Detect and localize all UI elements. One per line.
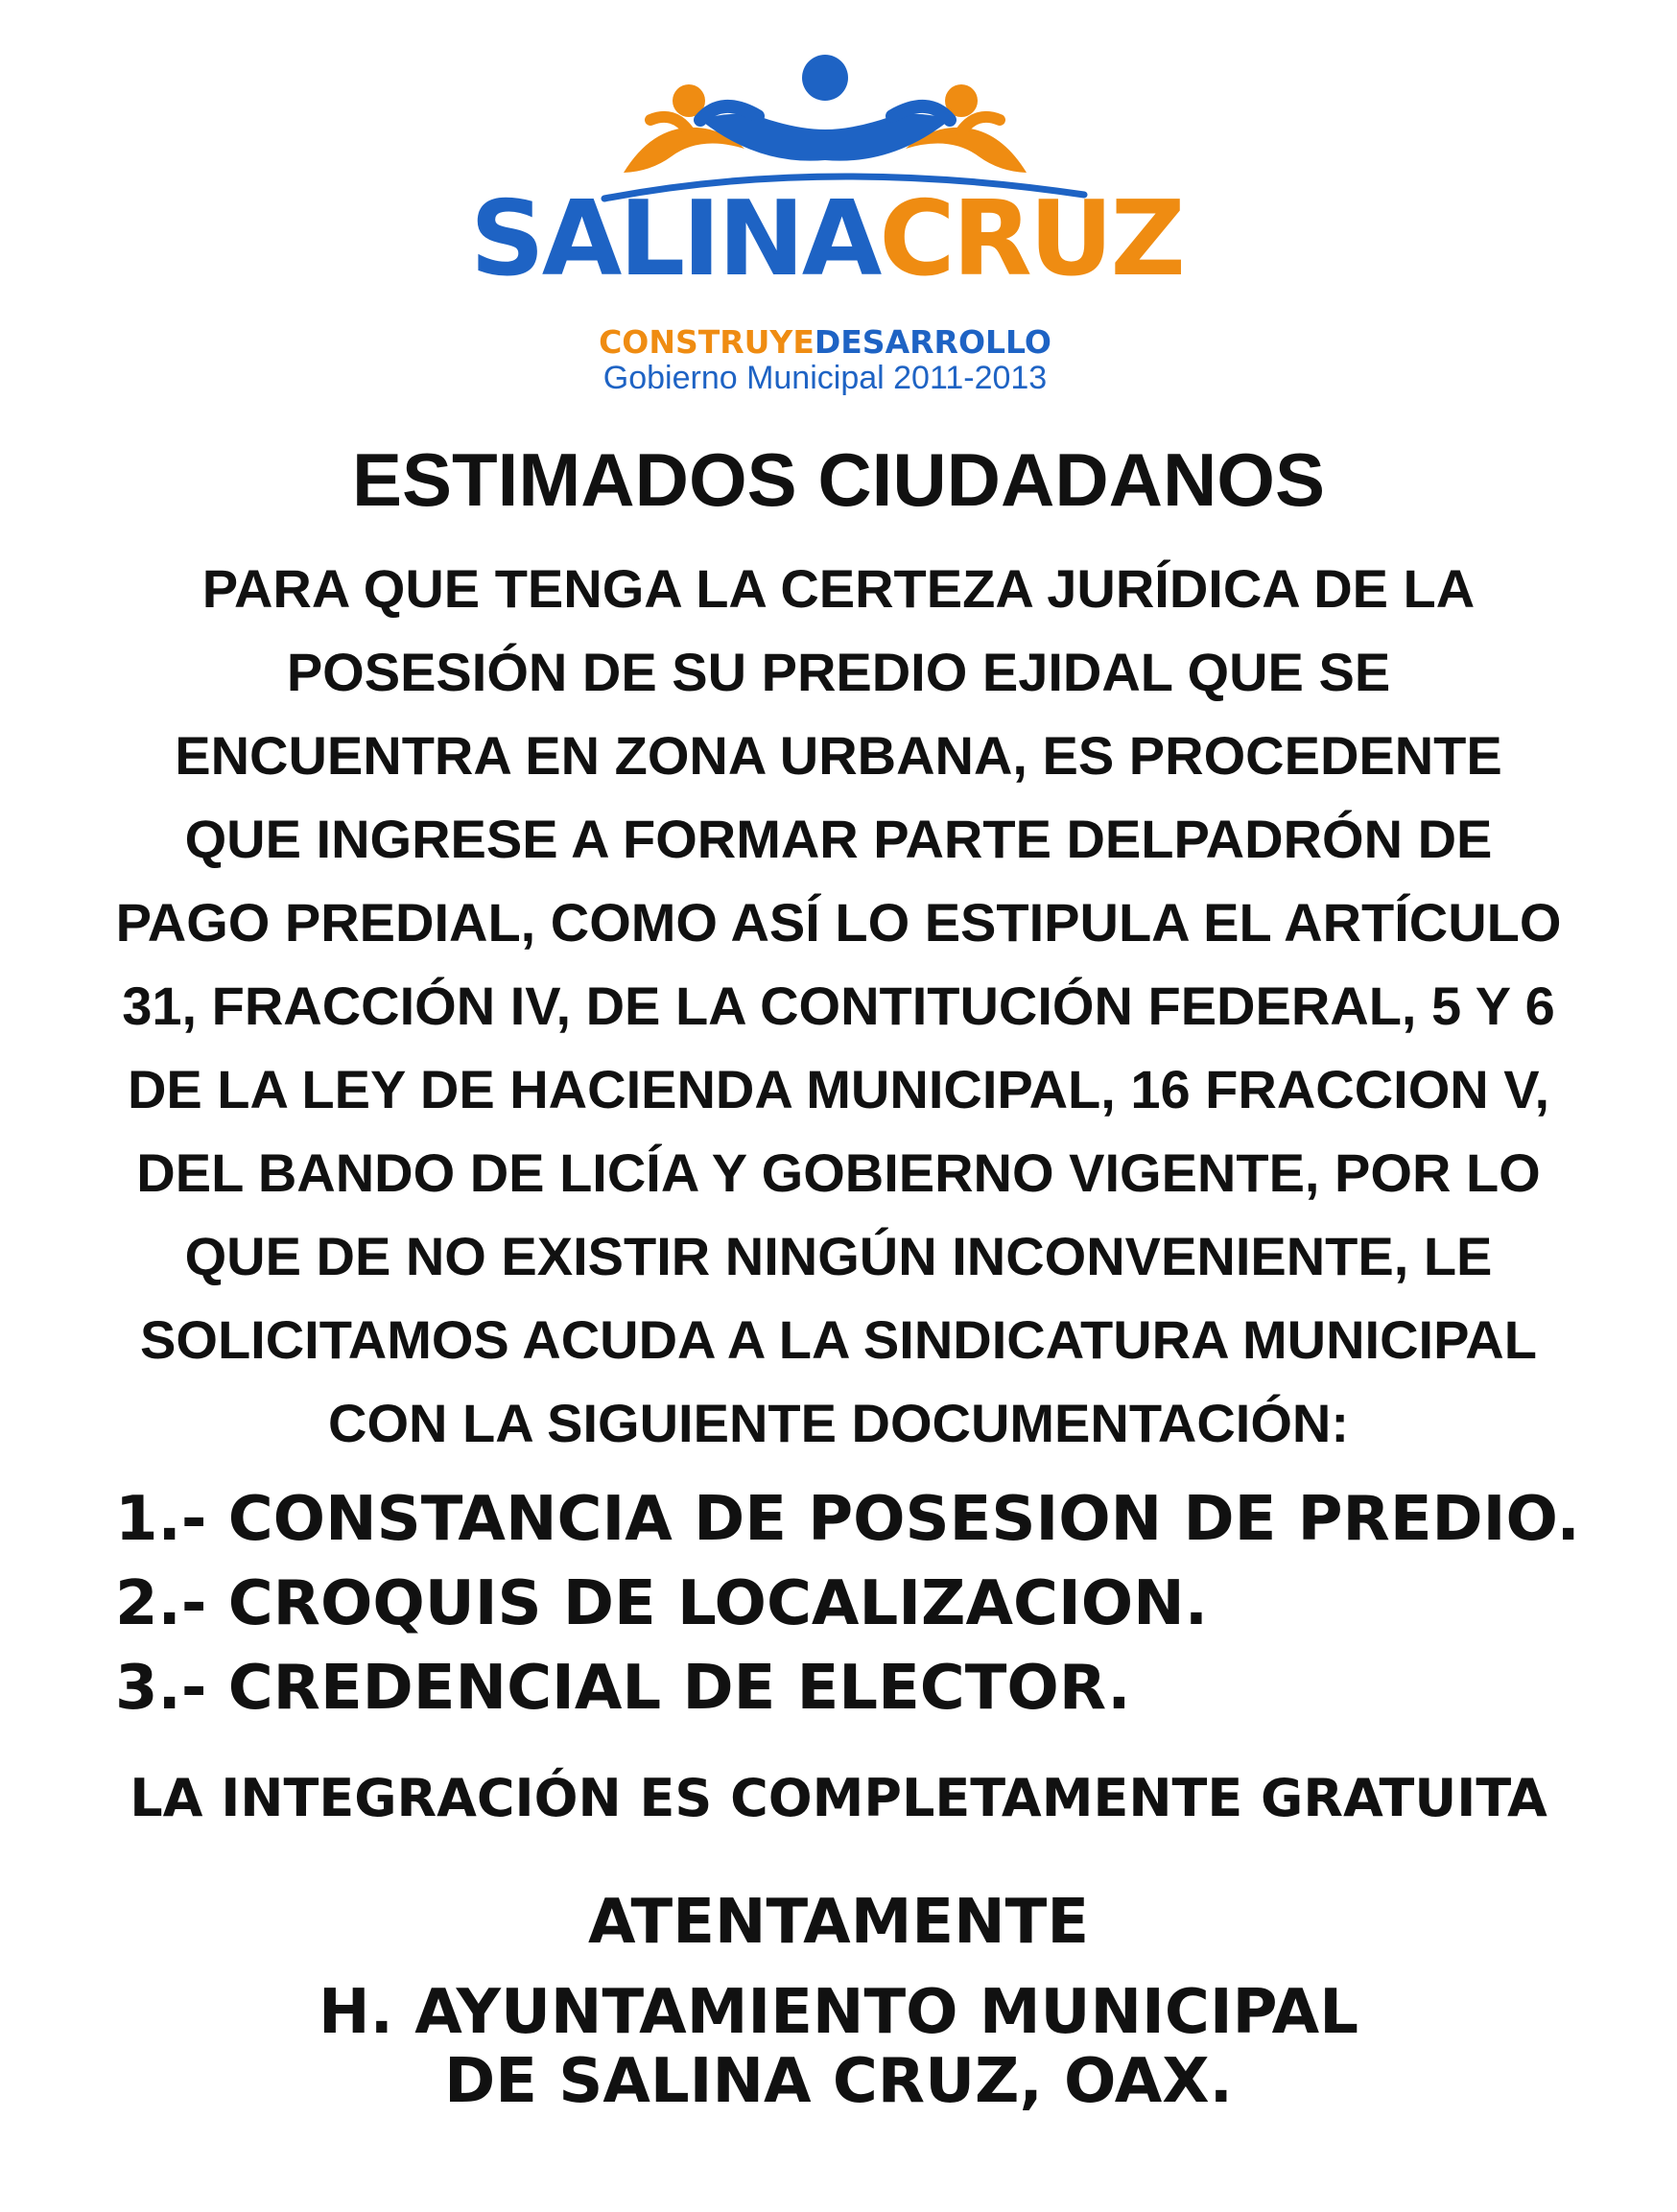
- notice-body: PARA QUE TENGA LA CERTEZA JURÍDICA DE LA POSESIÓN DE SU PREDIO EJIDAL QUE SE ENCUENTRA EN ZONA URBANA, ES PROCEDENTE QUE INGRESE A FORMAR PARTE DELPADRÓN DE PAGO PREDIAL, COMO ASÍ LO ESTIPULA EL ARTÍCULO 31, FRACCIÓN IV, DE LA CONTITUCIÓN FEDERAL, 5 Y 6 DE LA LEY DE HACIENDA MUNICIPAL, 16 FRACCION V, DEL BANDO DE LICÍA Y GOBIERNO VIGENTE, POR LO QUE DE NO EXISTIR NINGÚN INCONVENIENTE, LE SOLICITAMOS ACUDA A LA SINDICATURA MUNICIPAL CON LA SIGUIENTE DOCUMENTACIÓN:: [115, 558, 1562, 1453]
- signer-line-2: DE SALINA CRUZ, OAX.: [444, 2046, 1233, 2117]
- logo-tagline: [470, 323, 1180, 362]
- free-notice: LA INTEGRACIÓN ES COMPLETAMENTE GRATUITA: [130, 1768, 1547, 1828]
- document-item: 2.- CROQUIS DE LOCALIZACION.: [115, 1568, 1209, 1639]
- signer-line-1: H. AYUNTAMIENTO MUNICIPAL: [319, 1977, 1358, 2048]
- logo-tagline-construye: CONSTRUYE: [599, 323, 815, 361]
- required-documents-list: [115, 1477, 1580, 1730]
- logo-name-cruz: CRUZ: [879, 179, 1183, 299]
- closing-salutation: ATENTAMENTE: [587, 1887, 1090, 1958]
- page-heading: ESTIMADOS CIUDADANOS: [351, 437, 1326, 522]
- logo-subtitle: Gobierno Municipal 2011-2013: [602, 360, 1048, 396]
- document-item: 3.- CREDENCIAL DE ELECTOR.: [115, 1653, 1131, 1724]
- municipal-logo: [470, 53, 1183, 396]
- logo-wordmark: [470, 179, 1183, 299]
- document-item: 1.- CONSTANCIA DE POSESION DE PREDIO.: [115, 1484, 1580, 1555]
- logo-name-salina: SALINA: [470, 179, 880, 299]
- logo-tagline-desarrollo: DESARROLLO: [814, 323, 1051, 361]
